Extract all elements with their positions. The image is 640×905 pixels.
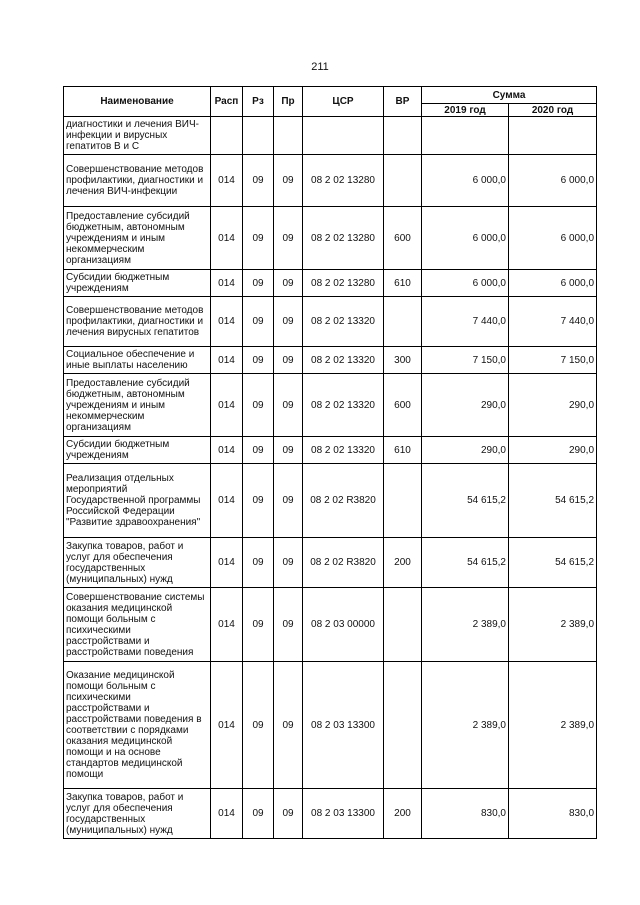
row-sum-2019: 54 615,2 xyxy=(422,538,509,588)
page-number: 211 xyxy=(311,61,329,73)
row-sum-2020: 7 150,0 xyxy=(509,347,597,374)
row-sum-2019: 290,0 xyxy=(422,374,509,437)
row-sum-2020: 6 000,0 xyxy=(509,270,597,297)
row-csr: 08 2 02 13320 xyxy=(303,347,384,374)
row-sum-2019 xyxy=(422,117,509,155)
row-sum-2020: 6 000,0 xyxy=(509,155,597,207)
row-vr xyxy=(384,117,422,155)
row-name: Совершенствование методов профилактики, диагностики и лечения вирусных гепатитов xyxy=(64,297,211,347)
row-sum-2020: 7 440,0 xyxy=(509,297,597,347)
row-sum-2020: 290,0 xyxy=(509,437,597,464)
row-pr: 09 xyxy=(274,207,303,270)
row-csr: 08 2 03 00000 xyxy=(303,588,384,662)
table-row xyxy=(64,297,597,347)
row-rasp: 014 xyxy=(211,347,243,374)
row-sum-2019: 830,0 xyxy=(422,789,509,839)
row-pr: 09 xyxy=(274,437,303,464)
row-rz: 09 xyxy=(243,270,274,297)
row-sum-2019: 290,0 xyxy=(422,437,509,464)
row-pr: 09 xyxy=(274,464,303,538)
header-vr: ВР xyxy=(384,87,422,117)
row-csr: 08 2 02 13320 xyxy=(303,437,384,464)
row-csr: 08 2 02 R3820 xyxy=(303,538,384,588)
row-rz: 09 xyxy=(243,789,274,839)
table-header xyxy=(64,87,597,117)
row-rz: 09 xyxy=(243,437,274,464)
row-rasp: 014 xyxy=(211,207,243,270)
table-row xyxy=(64,464,597,538)
row-name: Предоставление субсидий бюджетным, автономным учреждениям и иным некоммерческим организациям xyxy=(64,374,211,437)
row-name: Субсидии бюджетным учреждениям xyxy=(64,437,211,464)
row-pr: 09 xyxy=(274,155,303,207)
row-pr: 09 xyxy=(274,347,303,374)
table-row xyxy=(64,588,597,662)
row-rz: 09 xyxy=(243,662,274,789)
row-name: Совершенствование методов профилактики, диагностики и лечения ВИЧ-инфекции xyxy=(64,155,211,207)
row-rasp: 014 xyxy=(211,374,243,437)
table-row xyxy=(64,789,597,839)
row-rasp: 014 xyxy=(211,789,243,839)
row-csr: 08 2 02 13280 xyxy=(303,270,384,297)
budget-table xyxy=(63,86,597,839)
row-csr: 08 2 02 13320 xyxy=(303,374,384,437)
row-sum-2019: 6 000,0 xyxy=(422,155,509,207)
row-name: Закупка товаров, работ и услуг для обеспечения государственных (муниципальных) нужд xyxy=(64,789,211,839)
header-sum: Сумма xyxy=(422,87,597,104)
row-rasp: 014 xyxy=(211,270,243,297)
row-name: Предоставление субсидий бюджетным, автономным учреждениям и иным некоммерческим организациям xyxy=(64,207,211,270)
row-sum-2020: 54 615,2 xyxy=(509,538,597,588)
row-vr xyxy=(384,297,422,347)
row-rz: 09 xyxy=(243,347,274,374)
row-rz: 09 xyxy=(243,155,274,207)
row-csr: 08 2 02 13280 xyxy=(303,207,384,270)
header-rz: Рз xyxy=(243,87,274,117)
row-pr: 09 xyxy=(274,270,303,297)
row-name: Закупка товаров, работ и услуг для обеспечения государственных (муниципальных) нужд xyxy=(64,538,211,588)
row-vr: 200 xyxy=(384,538,422,588)
row-rasp xyxy=(211,117,243,155)
row-sum-2020: 6 000,0 xyxy=(509,207,597,270)
row-sum-2019: 6 000,0 xyxy=(422,207,509,270)
table-row xyxy=(64,347,597,374)
row-rasp: 014 xyxy=(211,662,243,789)
row-csr: 08 2 03 13300 xyxy=(303,789,384,839)
header-rasp: Расп xyxy=(211,87,243,117)
row-sum-2019: 2 389,0 xyxy=(422,588,509,662)
row-name: диагностики и лечения ВИЧ-инфекции и вирусных гепатитов В и С xyxy=(64,117,211,155)
row-rasp: 014 xyxy=(211,297,243,347)
table-row xyxy=(64,437,597,464)
table-row xyxy=(64,374,597,437)
row-vr: 200 xyxy=(384,789,422,839)
row-sum-2019: 6 000,0 xyxy=(422,270,509,297)
header-name: Наименование xyxy=(64,87,211,117)
header-csr: ЦСР xyxy=(303,87,384,117)
row-sum-2020: 2 389,0 xyxy=(509,662,597,789)
row-name: Социальное обеспечение и иные выплаты населению xyxy=(64,347,211,374)
row-rasp: 014 xyxy=(211,538,243,588)
row-pr: 09 xyxy=(274,297,303,347)
row-sum-2019: 54 615,2 xyxy=(422,464,509,538)
row-rasp: 014 xyxy=(211,437,243,464)
row-vr: 600 xyxy=(384,374,422,437)
row-vr xyxy=(384,464,422,538)
row-pr: 09 xyxy=(274,588,303,662)
table-row xyxy=(64,155,597,207)
row-csr xyxy=(303,117,384,155)
row-vr: 610 xyxy=(384,437,422,464)
row-vr xyxy=(384,588,422,662)
table-row xyxy=(64,662,597,789)
row-name: Оказание медицинской помощи больным с психическими расстройствами и расстройствами поведения в соответствии с порядками оказания медицинской помощи и на основе стандартов медицинской помощи xyxy=(64,662,211,789)
row-rz: 09 xyxy=(243,207,274,270)
row-csr: 08 2 03 13300 xyxy=(303,662,384,789)
row-pr xyxy=(274,117,303,155)
row-name: Субсидии бюджетным учреждениям xyxy=(64,270,211,297)
row-pr: 09 xyxy=(274,538,303,588)
header-year-2019: 2019 год xyxy=(422,104,509,117)
row-rz: 09 xyxy=(243,297,274,347)
row-pr: 09 xyxy=(274,662,303,789)
row-sum-2019: 7 440,0 xyxy=(422,297,509,347)
row-pr: 09 xyxy=(274,374,303,437)
row-rasp: 014 xyxy=(211,464,243,538)
row-rz: 09 xyxy=(243,588,274,662)
row-sum-2020: 830,0 xyxy=(509,789,597,839)
row-name: Совершенствование системы оказания медицинской помощи больным с психическими расстройствами и расстройствами поведения xyxy=(64,588,211,662)
row-rz: 09 xyxy=(243,538,274,588)
table-row xyxy=(64,538,597,588)
row-sum-2019: 2 389,0 xyxy=(422,662,509,789)
table-row xyxy=(64,270,597,297)
row-sum-2020: 54 615,2 xyxy=(509,464,597,538)
row-rz: 09 xyxy=(243,374,274,437)
row-sum-2019: 7 150,0 xyxy=(422,347,509,374)
row-sum-2020: 290,0 xyxy=(509,374,597,437)
header-year-2020: 2020 год xyxy=(509,104,597,117)
row-vr xyxy=(384,662,422,789)
row-vr xyxy=(384,155,422,207)
row-name: Реализация отдельных мероприятий Государственной программы Российской Федерации "Развитие здравоохранения" xyxy=(64,464,211,538)
table-body xyxy=(64,117,597,839)
row-sum-2020: 2 389,0 xyxy=(509,588,597,662)
row-vr: 610 xyxy=(384,270,422,297)
row-pr: 09 xyxy=(274,789,303,839)
table-row xyxy=(64,117,597,155)
row-csr: 08 2 02 13320 xyxy=(303,297,384,347)
row-rz: 09 xyxy=(243,464,274,538)
row-vr: 300 xyxy=(384,347,422,374)
row-csr: 08 2 02 R3820 xyxy=(303,464,384,538)
row-rz xyxy=(243,117,274,155)
row-rasp: 014 xyxy=(211,588,243,662)
row-sum-2020 xyxy=(509,117,597,155)
table-row xyxy=(64,207,597,270)
row-csr: 08 2 02 13280 xyxy=(303,155,384,207)
row-rasp: 014 xyxy=(211,155,243,207)
row-vr: 600 xyxy=(384,207,422,270)
header-pr: Пр xyxy=(274,87,303,117)
